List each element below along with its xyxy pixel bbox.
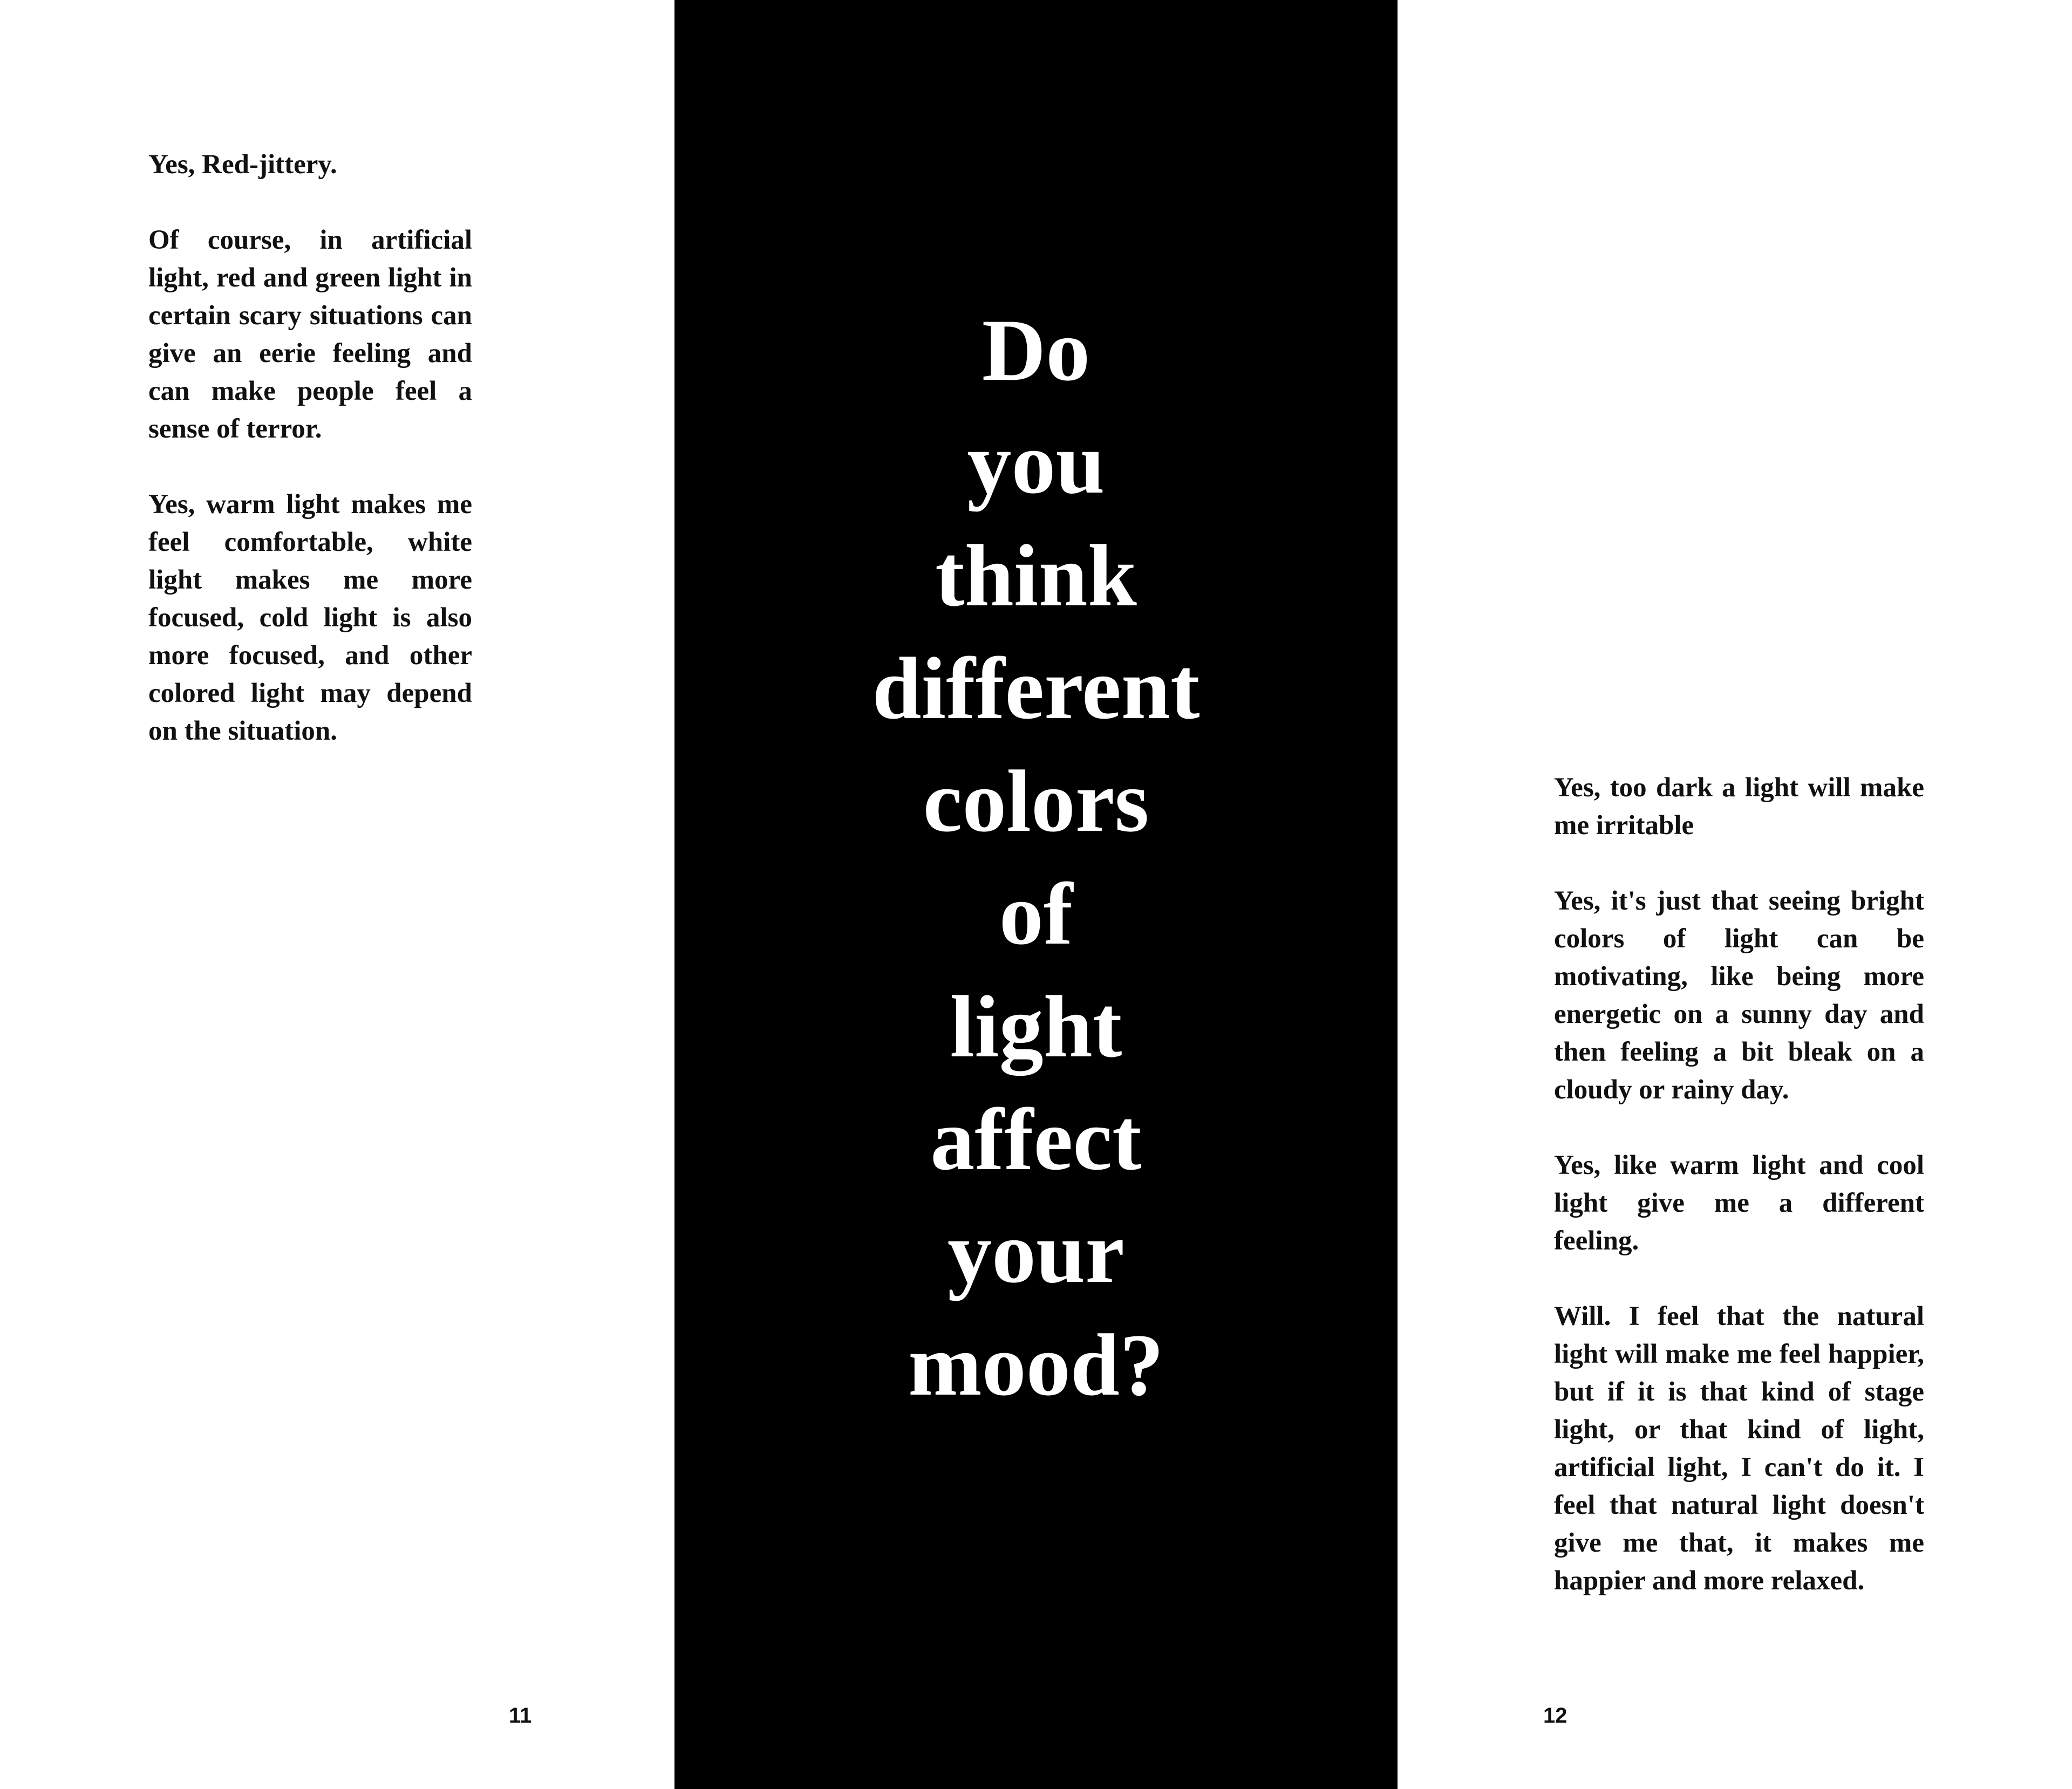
- question-heading: [674, 294, 1398, 1422]
- left-paragraph-1: Yes, Red-jittery.: [148, 149, 337, 180]
- left-paragraph-3: Yes, warm light makes me feel comfortable, white light makes me more focused, cold light is also more focused, and other colored light may depend on the situation.: [148, 489, 472, 746]
- page-number-right: 12: [1543, 1704, 1567, 1727]
- right-page: [1398, 0, 2072, 1789]
- heading-line-9: your: [948, 1204, 1124, 1301]
- right-paragraph-2: Yes, it's just that seeing bright colors of light can be motivating, like being more energetic on a sunny day and then feeling a bit bleak on a cloudy or rainy day.: [1554, 886, 1924, 1105]
- right-paragraph-3: Yes, like warm light and cool light give me a different feeling.: [1554, 1150, 1924, 1256]
- heading-line-10: mood?: [908, 1316, 1164, 1414]
- heading-line-8: affect: [930, 1091, 1142, 1189]
- heading-line-1: Do: [982, 302, 1090, 399]
- heading-line-2: you: [967, 414, 1105, 512]
- left-page-text-column: [148, 146, 472, 750]
- page-number-left: 11: [509, 1704, 532, 1727]
- right-paragraph-1: Yes, too dark a light will make me irritable: [1554, 773, 1924, 841]
- left-paragraph-2: Of course, in artificial light, red and green light in certain scary situations can give an eerie feeling and can make people feel a sense of terror.: [148, 225, 472, 444]
- center-question-panel: [674, 0, 1398, 1789]
- heading-line-5: colors: [923, 753, 1149, 850]
- heading-line-4: different: [872, 640, 1200, 738]
- heading-line-7: light: [950, 978, 1122, 1076]
- right-page-text-column: [1554, 769, 1924, 1600]
- left-page: [0, 0, 674, 1789]
- right-paragraph-4: Will. I feel that the natural light will make me feel happier, but if it is that kind of stage light, or that kind of light, artificial light, I can't do it. I feel that natural light doesn't give me that, it makes me happier and more relaxed.: [1554, 1301, 1924, 1596]
- heading-line-3: think: [935, 527, 1137, 625]
- heading-line-6: of: [999, 865, 1073, 963]
